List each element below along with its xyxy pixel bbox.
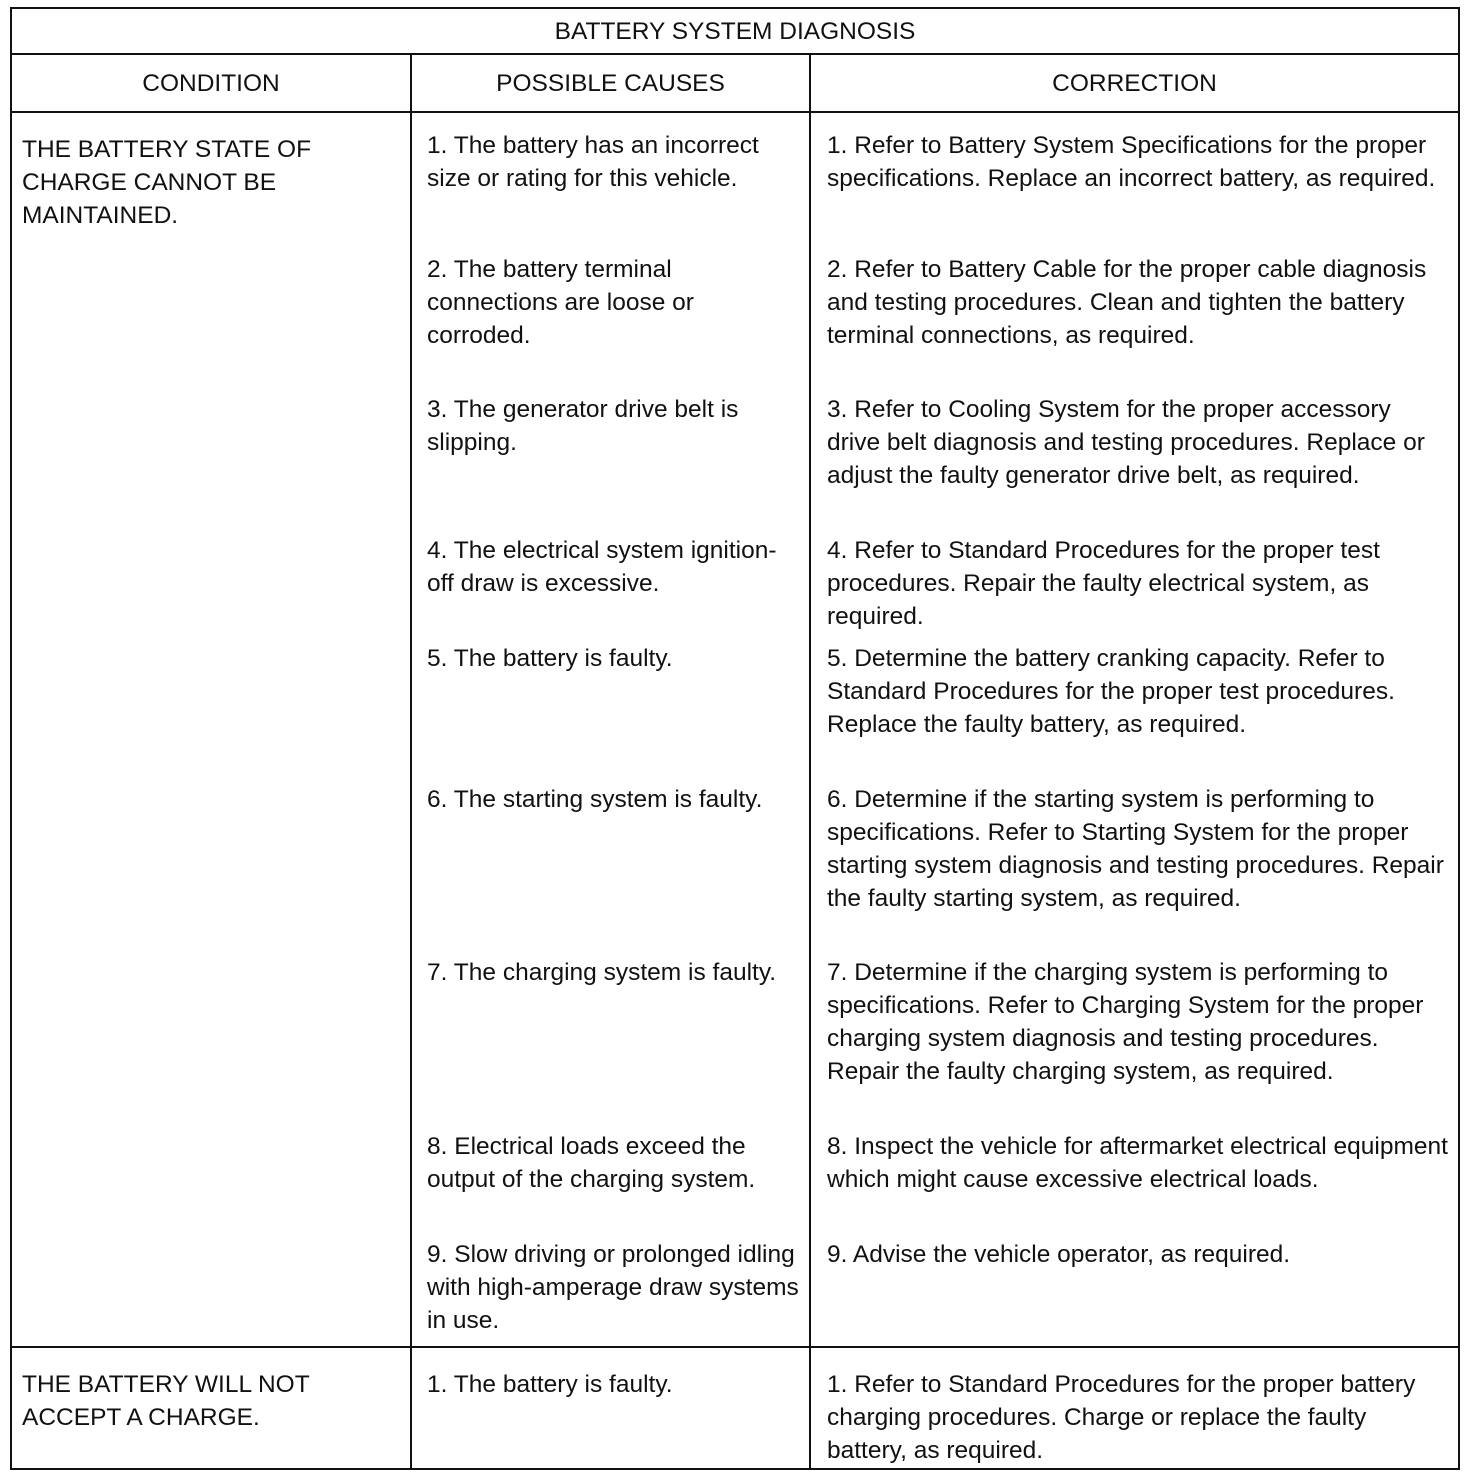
correction-item: 6. Determine if the starting system is performing to specifications. Refer to Starting System for the proper starting system diagnosis and testing procedures. Repair the faulty starting system, as required. [827,786,1444,912]
cause-item: 6. The starting system is faulty. [427,786,763,813]
condition-cell: THE BATTERY WILL NOT ACCEPT A CHARGE. [11,1347,411,1469]
correction-item: 7. Determine if the charging system is performing to specifications. Refer to Charging System for the proper charging system diagnosis and testing procedures. Repair the faulty charging system, as required. [827,959,1424,1085]
condition-cell: THE BATTERY STATE OF CHARGE CANNOT BE MAINTAINED. [11,112,411,1347]
table-row [11,1347,1459,1469]
correction-item: 9. Advise the vehicle operator, as required. [827,1241,1291,1268]
correction-item: 4. Refer to Standard Procedures for the proper test procedures. Repair the faulty electrical system, as required. [827,537,1380,630]
correction-item: 2. Refer to Battery Cable for the proper cable diagnosis and testing procedures. Clean and tighten the battery terminal connections, as required. [827,256,1427,349]
table-row [11,112,1459,1347]
header-correction: CORRECTION [810,54,1459,112]
cause-item: 1. The battery has an incorrect size or rating for this vehicle. [427,132,759,192]
cause-item: 9. Slow driving or prolonged idling with high-amperage draw systems in use. [427,1241,799,1334]
correction-item: 1. Refer to Standard Procedures for the proper battery charging procedures. Charge or replace the faulty battery, as required. [827,1371,1416,1465]
title-row [11,8,1459,54]
cause-item: 3. The generator drive belt is slipping. [427,396,739,456]
correction-item: 1. Refer to Battery System Specifications for the proper specifications. Replace an incorrect battery, as required. [827,132,1436,192]
correction-item: 3. Refer to Cooling System for the proper accessory drive belt diagnosis and testing procedures. Replace or adjust the faulty generator drive belt, as required. [827,396,1425,489]
cause-item: 1. The battery is faulty. [427,1371,673,1399]
corrections-cell [810,1347,1459,1469]
header-row [11,54,1459,112]
cause-item: 4. The electrical system ignition-off draw is excessive. [427,537,777,597]
correction-item: 5. Determine the battery cranking capacity. Refer to Standard Procedures for the proper test procedures. Replace the faulty battery, as required. [827,645,1395,738]
causes-cell [411,1347,810,1469]
causes-cell [411,112,810,1347]
header-condition: CONDITION [11,54,411,112]
battery-diagnosis-table [10,7,1460,1470]
correction-item: 8. Inspect the vehicle for aftermarket electrical equipment which might cause excessive electrical loads. [827,1133,1448,1193]
corrections-cell [810,112,1459,1347]
cause-item: 2. The battery terminal connections are loose or corroded. [427,256,694,349]
cause-item: 5. The battery is faulty. [427,645,673,672]
cause-item: 8. Electrical loads exceed the output of the charging system. [427,1133,756,1193]
header-possible-causes: POSSIBLE CAUSES [411,54,810,112]
cause-item: 7. The charging system is faulty. [427,959,777,986]
table-title: BATTERY SYSTEM DIAGNOSIS [11,8,1459,54]
